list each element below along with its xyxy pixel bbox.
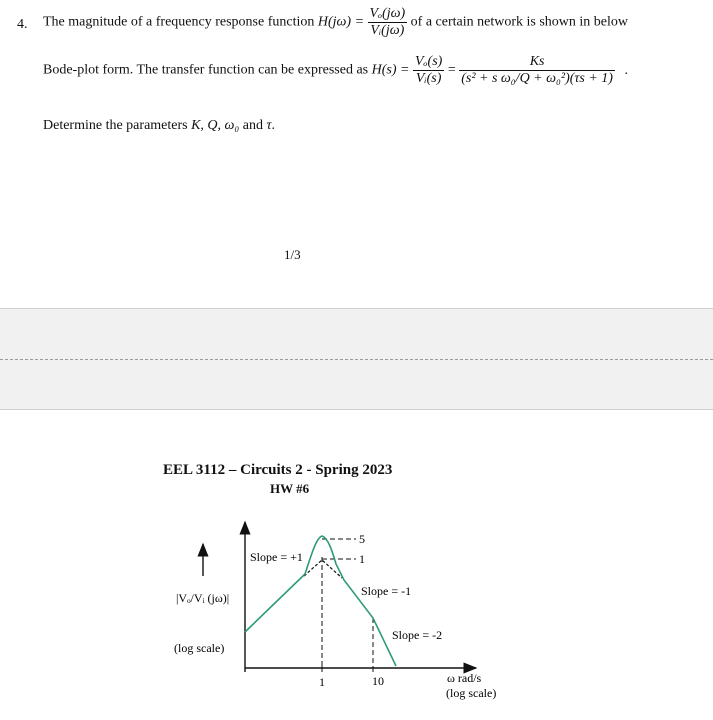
h-s-label: H(s) =	[371, 62, 410, 78]
slope-up-label: Slope = +1	[250, 550, 303, 564]
level-1-label: 1	[359, 552, 365, 566]
slope-down2-label: Slope = -2	[392, 628, 443, 642]
page-2	[0, 410, 713, 720]
problem-line-2	[43, 54, 628, 87]
line1-text-before: The magnitude of a frequency response function	[43, 14, 315, 30]
page-gap	[0, 308, 713, 410]
page-number: 1/3	[284, 247, 301, 262]
x-axis-unit-label: ω rad/s	[447, 671, 482, 685]
problem-number: 4.	[17, 17, 28, 32]
slope-down1-label: Slope = -1	[361, 584, 412, 598]
params-list: K, Q, ω₀	[191, 118, 240, 133]
h-jw-label: H(jω) =	[317, 14, 365, 30]
frac1-numerator: Vₒ(jω)	[369, 6, 406, 21]
tick-10-label: 10	[372, 674, 384, 688]
line3-text-before: Determine the parameters	[43, 118, 188, 133]
transfer-function-fraction	[459, 54, 615, 87]
page-separator-dashed-line	[0, 359, 713, 360]
homework-label: HW #6	[270, 481, 310, 496]
equals-sign: =	[447, 62, 456, 78]
tau-symbol: τ	[266, 118, 272, 133]
level-5-label: 5	[359, 532, 365, 546]
y-axis-scale-label: (log scale)	[174, 641, 225, 655]
frac1-denominator: Vᵢ(jω)	[370, 23, 405, 38]
problem-line-1	[43, 6, 628, 39]
vo-vi-s-fraction	[413, 54, 444, 87]
course-title: EEL 3112 – Circuits 2 - Spring 2023	[163, 462, 393, 478]
problem-line-3	[43, 118, 275, 134]
tf-numerator: Ks	[459, 54, 615, 71]
bode-plot	[0, 410, 713, 720]
tf-denominator: (s² + s ω₀/Q + ω₀²)(τs + 1)	[461, 71, 613, 86]
and-word: and	[242, 118, 264, 133]
vo-vi-jw-fraction	[368, 6, 408, 39]
frac2-numerator: Vₒ(s)	[414, 54, 443, 69]
y-axis-magnitude-label: |Vₒ/Vᵢ (jω)|	[176, 591, 230, 605]
page-1	[0, 0, 713, 308]
line1-text-after: of a certain network is shown in below	[410, 14, 629, 30]
x-axis-scale-label: (log scale)	[446, 686, 497, 700]
line2-text-before: Bode-plot form. The transfer function can be expressed as	[43, 62, 369, 78]
tick-1-label: 1	[319, 675, 325, 689]
period: .	[624, 62, 628, 78]
line3-end: .	[271, 118, 276, 133]
frac2-denominator: Vᵢ(s)	[415, 71, 442, 86]
